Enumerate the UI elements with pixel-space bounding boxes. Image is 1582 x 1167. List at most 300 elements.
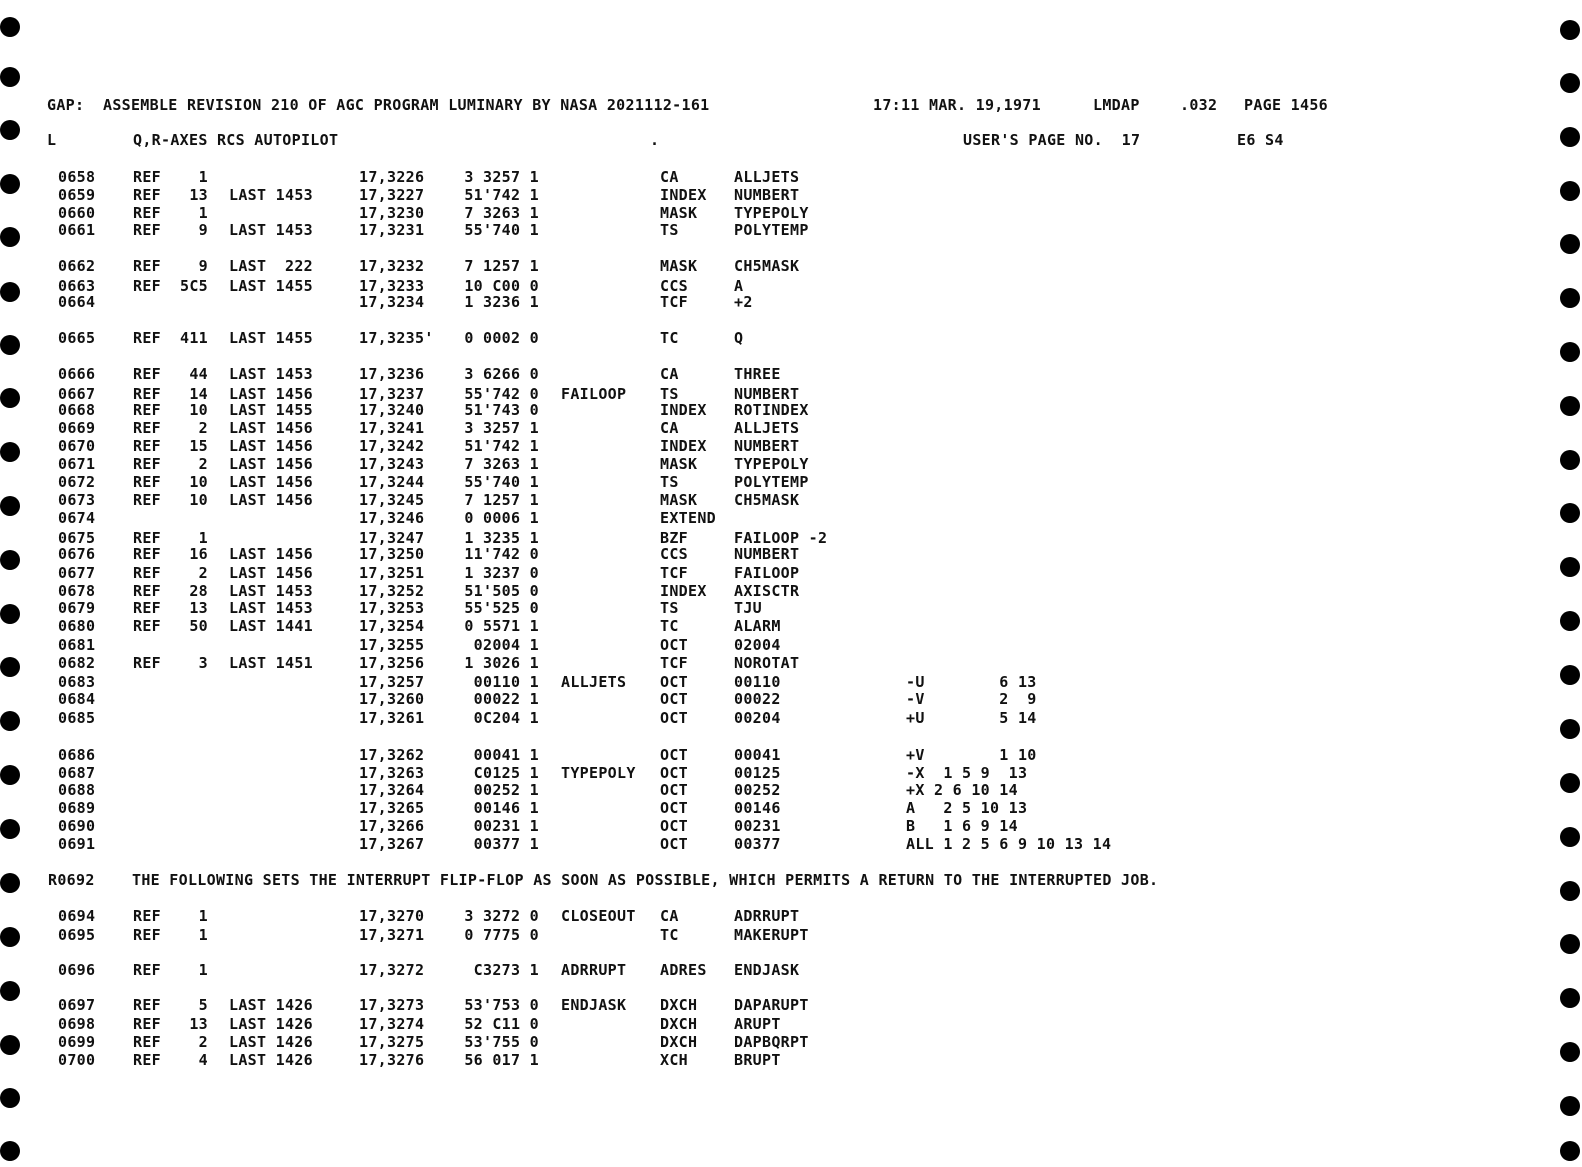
- machine-code: 55'525 0: [464, 599, 539, 617]
- operand: MAKERUPT: [734, 926, 809, 944]
- last-reference: LAST 1456: [229, 385, 313, 403]
- listing-row: [0, 654, 1582, 672]
- sprocket-hole: [0, 873, 20, 893]
- line-number: 0663: [58, 277, 96, 295]
- memory-address: 17,3235': [359, 329, 434, 347]
- operand: POLYTEMP: [734, 221, 809, 239]
- line-number: 0698: [58, 1015, 96, 1033]
- jet-comment: -V 2 9: [906, 690, 1037, 708]
- listing-row: [0, 690, 1582, 708]
- machine-code: 0 0006 1: [464, 509, 539, 527]
- ref-count: 1: [198, 204, 208, 222]
- operand: 00146: [734, 799, 781, 817]
- memory-address: 17,3272: [359, 961, 425, 979]
- operand: 00377: [734, 835, 781, 853]
- ref-count: 16: [189, 545, 208, 563]
- machine-code: 00022 1: [473, 690, 539, 708]
- memory-address: 17,3244: [359, 473, 425, 491]
- line-number: 0700: [58, 1051, 96, 1069]
- opcode: MASK: [660, 204, 698, 222]
- memory-address: 17,3247: [359, 529, 425, 547]
- operand: 00022: [734, 690, 781, 708]
- ref-label: REF: [133, 473, 161, 491]
- users-page-number: USER'S PAGE NO. 17: [963, 131, 1141, 149]
- line-number: 0675: [58, 529, 96, 547]
- memory-address: 17,3251: [359, 564, 425, 582]
- last-reference: LAST 1426: [229, 1033, 313, 1051]
- opcode: TC: [660, 926, 679, 944]
- operand: 00041: [734, 746, 781, 764]
- opcode: TCF: [660, 293, 688, 311]
- last-reference: LAST 1455: [229, 277, 313, 295]
- listing-row: [0, 764, 1582, 782]
- operand: THREE: [734, 365, 781, 383]
- memory-address: 17,3267: [359, 835, 425, 853]
- operand: 00231: [734, 817, 781, 835]
- memory-address: 17,3260: [359, 690, 425, 708]
- machine-code: 3 3272 0: [464, 907, 539, 925]
- machine-code: 7 1257 1: [464, 491, 539, 509]
- ref-count: 2: [198, 419, 208, 437]
- memory-address: 17,3250: [359, 545, 425, 563]
- ref-count: 15: [189, 437, 208, 455]
- ref-label: REF: [133, 907, 161, 925]
- last-reference: LAST 1456: [229, 564, 313, 582]
- ref-label: REF: [133, 204, 161, 222]
- sprocket-hole: [0, 1141, 20, 1161]
- sprocket-hole: [1560, 881, 1580, 901]
- last-reference: LAST 1451: [229, 654, 313, 672]
- memory-address: 17,3274: [359, 1015, 425, 1033]
- machine-code: 7 1257 1: [464, 257, 539, 275]
- ref-label: REF: [133, 564, 161, 582]
- operand: AXISCTR: [734, 582, 800, 600]
- operand: POLYTEMP: [734, 473, 809, 491]
- sheet-code: E6 S4: [1237, 131, 1284, 149]
- memory-address: 17,3232: [359, 257, 425, 275]
- line-number: 0678: [58, 582, 96, 600]
- comment-line: [48, 871, 1158, 889]
- line-number: 0676: [58, 545, 96, 563]
- opcode: TS: [660, 473, 679, 491]
- operand: +2: [734, 293, 753, 311]
- line-number: 0699: [58, 1033, 96, 1051]
- line-number: 0674: [58, 509, 96, 527]
- ref-label: REF: [133, 617, 161, 635]
- opcode: OCT: [660, 764, 688, 782]
- opcode: MASK: [660, 455, 698, 473]
- memory-address: 17,3262: [359, 746, 425, 764]
- line-number: 0671: [58, 455, 96, 473]
- ref-count: 1: [198, 907, 208, 925]
- machine-code: 51'742 1: [464, 437, 539, 455]
- opcode: OCT: [660, 709, 688, 727]
- operand: CH5MASK: [734, 491, 800, 509]
- line-number: 0689: [58, 799, 96, 817]
- ref-count: 1: [198, 168, 208, 186]
- line-number: 0696: [58, 961, 96, 979]
- ref-count: 50: [189, 617, 208, 635]
- operand: 00110: [734, 673, 781, 691]
- listing-row: [0, 293, 1582, 311]
- line-number: 0686: [58, 746, 96, 764]
- last-reference: LAST 222: [229, 257, 313, 275]
- line-number: 0679: [58, 599, 96, 617]
- opcode: CA: [660, 907, 679, 925]
- sprocket-hole: [1560, 20, 1580, 40]
- ref-count: 2: [198, 1033, 208, 1051]
- line-number: 0659: [58, 186, 96, 204]
- last-reference: LAST 1453: [229, 365, 313, 383]
- line-number: 0658: [58, 168, 96, 186]
- header-dot: .: [650, 131, 660, 149]
- ref-label: REF: [133, 168, 161, 186]
- machine-code: 55'742 0: [464, 385, 539, 403]
- machine-code: 51'742 1: [464, 186, 539, 204]
- operand: FAILOOP: [734, 564, 800, 582]
- operand: NUMBERT: [734, 385, 800, 403]
- assembly-header-title: GAP: ASSEMBLE REVISION 210 OF AGC PROGRAM LUMINARY BY NASA 2021112-161: [47, 96, 710, 114]
- ref-label: REF: [133, 401, 161, 419]
- listing-row: [0, 401, 1582, 419]
- opcode: TCF: [660, 654, 688, 672]
- memory-address: 17,3266: [359, 817, 425, 835]
- last-reference: LAST 1456: [229, 419, 313, 437]
- opcode: CA: [660, 365, 679, 383]
- ref-count: 3: [198, 654, 208, 672]
- ref-label: REF: [133, 455, 161, 473]
- memory-address: 17,3237: [359, 385, 425, 403]
- listing-row: [0, 473, 1582, 491]
- opcode: INDEX: [660, 401, 707, 419]
- memory-address: 17,3256: [359, 654, 425, 672]
- listing-row: [0, 186, 1582, 204]
- last-reference: LAST 1456: [229, 545, 313, 563]
- listing-row: [0, 582, 1582, 600]
- sprocket-hole: [1560, 127, 1580, 147]
- machine-code: 0 5571 1: [464, 617, 539, 635]
- ref-label: REF: [133, 277, 161, 295]
- memory-address: 17,3233: [359, 277, 425, 295]
- ref-count: 10: [189, 401, 208, 419]
- sprocket-hole: [1560, 1141, 1580, 1161]
- operand: BRUPT: [734, 1051, 781, 1069]
- symbol-label: CLOSEOUT: [561, 907, 636, 925]
- operand: DAPBQRPT: [734, 1033, 809, 1051]
- operand: ALLJETS: [734, 419, 800, 437]
- symbol-label: TYPEPOLY: [561, 764, 636, 782]
- opcode: TS: [660, 599, 679, 617]
- line-number: 0673: [58, 491, 96, 509]
- ref-label: REF: [133, 186, 161, 204]
- operand: 00204: [734, 709, 781, 727]
- ref-label: REF: [133, 654, 161, 672]
- ref-count: 10: [189, 473, 208, 491]
- machine-code: 00146 1: [473, 799, 539, 817]
- last-reference: LAST 1426: [229, 996, 313, 1014]
- listing-row: [0, 636, 1582, 654]
- sprocket-hole: [1560, 73, 1580, 93]
- opcode: OCT: [660, 746, 688, 764]
- last-reference: LAST 1453: [229, 221, 313, 239]
- opcode: XCH: [660, 1051, 688, 1069]
- opcode: ADRES: [660, 961, 707, 979]
- listing-row: [0, 168, 1582, 186]
- ref-count: 9: [198, 221, 208, 239]
- operand: ADRRUPT: [734, 907, 800, 925]
- machine-code: 00041 1: [473, 746, 539, 764]
- machine-code: 53'753 0: [464, 996, 539, 1014]
- ref-label: REF: [133, 961, 161, 979]
- line-number: 0682: [58, 654, 96, 672]
- line-number: 0664: [58, 293, 96, 311]
- machine-code: 1 3237 0: [464, 564, 539, 582]
- listing-row: [0, 996, 1582, 1014]
- line-number: 0691: [58, 835, 96, 853]
- machine-code: 00110 1: [473, 673, 539, 691]
- listing-row: [0, 437, 1582, 455]
- opcode: INDEX: [660, 186, 707, 204]
- jet-comment: B 1 6 9 14: [906, 817, 1018, 835]
- operand: A: [734, 277, 744, 295]
- ref-count: 13: [189, 599, 208, 617]
- operand: ALLJETS: [734, 168, 800, 186]
- opcode: TC: [660, 329, 679, 347]
- memory-address: 17,3276: [359, 1051, 425, 1069]
- memory-address: 17,3231: [359, 221, 425, 239]
- ref-label: REF: [133, 329, 161, 347]
- opcode: MASK: [660, 257, 698, 275]
- listing-row: [0, 419, 1582, 437]
- listing-row: [0, 835, 1582, 853]
- operand: DAPARUPT: [734, 996, 809, 1014]
- ref-count: 14: [189, 385, 208, 403]
- listing-row: [0, 617, 1582, 635]
- memory-address: 17,3241: [359, 419, 425, 437]
- opcode: CCS: [660, 277, 688, 295]
- operand: TYPEPOLY: [734, 204, 809, 222]
- listing-row: [0, 673, 1582, 691]
- memory-address: 17,3261: [359, 709, 425, 727]
- operand: 00252: [734, 781, 781, 799]
- ref-label: REF: [133, 221, 161, 239]
- listing-row: [0, 781, 1582, 799]
- line-number: 0681: [58, 636, 96, 654]
- ref-label: REF: [133, 996, 161, 1014]
- memory-address: 17,3264: [359, 781, 425, 799]
- jet-comment: +U 5 14: [906, 709, 1037, 727]
- machine-code: 7 3263 1: [464, 204, 539, 222]
- machine-code: 0 7775 0: [464, 926, 539, 944]
- machine-code: 10 C00 0: [464, 277, 539, 295]
- operand: NUMBERT: [734, 186, 800, 204]
- listing-row: [0, 455, 1582, 473]
- listing-row: [0, 329, 1582, 347]
- operand: ROTINDEX: [734, 401, 809, 419]
- memory-address: 17,3227: [359, 186, 425, 204]
- section-title: Q,R-AXES RCS AUTOPILOT: [133, 131, 339, 149]
- memory-address: 17,3253: [359, 599, 425, 617]
- line-number: 0666: [58, 365, 96, 383]
- machine-code: 53'755 0: [464, 1033, 539, 1051]
- operand: Q: [734, 329, 744, 347]
- memory-address: 17,3236: [359, 365, 425, 383]
- memory-address: 17,3273: [359, 996, 425, 1014]
- ref-count: 44: [189, 365, 208, 383]
- last-reference: LAST 1426: [229, 1015, 313, 1033]
- ref-count: 5C5: [180, 277, 208, 295]
- machine-code: C0125 1: [473, 764, 539, 782]
- memory-address: 17,3275: [359, 1033, 425, 1051]
- sprocket-hole: [0, 67, 20, 87]
- listing-row: [0, 709, 1582, 727]
- sequence-number: .032: [1180, 96, 1218, 114]
- opcode: INDEX: [660, 582, 707, 600]
- machine-code: 3 3257 1: [464, 168, 539, 186]
- opcode: TCF: [660, 564, 688, 582]
- ref-label: REF: [133, 529, 161, 547]
- operand: 02004: [734, 636, 781, 654]
- opcode: EXTEND: [660, 509, 716, 527]
- listing-row: [0, 1033, 1582, 1051]
- last-reference: LAST 1455: [229, 401, 313, 419]
- line-number: 0672: [58, 473, 96, 491]
- listing-row: [0, 491, 1582, 509]
- assembly-timestamp: 17:11 MAR. 19,1971: [873, 96, 1041, 114]
- jet-comment: A 2 5 10 13: [906, 799, 1028, 817]
- listing-row: [0, 926, 1582, 944]
- ref-count: 2: [198, 455, 208, 473]
- listing-row: [0, 257, 1582, 275]
- machine-code: 11'742 0: [464, 545, 539, 563]
- line-number: 0677: [58, 564, 96, 582]
- line-number: 0695: [58, 926, 96, 944]
- line-number: 0662: [58, 257, 96, 275]
- listing-row: [0, 1051, 1582, 1069]
- opcode: DXCH: [660, 1015, 698, 1033]
- memory-address: 17,3255: [359, 636, 425, 654]
- line-number: 0687: [58, 764, 96, 782]
- last-reference: LAST 1456: [229, 473, 313, 491]
- ref-label: REF: [133, 1033, 161, 1051]
- opcode: BZF: [660, 529, 688, 547]
- operand: FAILOOP -2: [734, 529, 828, 547]
- memory-address: 17,3254: [359, 617, 425, 635]
- memory-address: 17,3271: [359, 926, 425, 944]
- comment-text: THE FOLLOWING SETS THE INTERRUPT FLIP-FLOP AS SOON AS POSSIBLE, WHICH PERMITS A RETURN TO THE INTERRUPTED JOB.: [131, 871, 1159, 889]
- memory-address: 17,3243: [359, 455, 425, 473]
- line-number: 0661: [58, 221, 96, 239]
- ref-count: 5: [198, 996, 208, 1014]
- line-number: 0669: [58, 419, 96, 437]
- operand: TYPEPOLY: [734, 455, 809, 473]
- listing-row: [0, 746, 1582, 764]
- ref-label: REF: [133, 385, 161, 403]
- last-reference: LAST 1426: [229, 1051, 313, 1069]
- jet-comment: -U 6 13: [906, 673, 1037, 691]
- sprocket-hole: [0, 120, 20, 140]
- last-reference: LAST 1453: [229, 599, 313, 617]
- memory-address: 17,3270: [359, 907, 425, 925]
- machine-code: 00377 1: [473, 835, 539, 853]
- line-number: 0680: [58, 617, 96, 635]
- machine-code: 1 3236 1: [464, 293, 539, 311]
- symbol-label: ALLJETS: [561, 673, 627, 691]
- memory-address: 17,3226: [359, 168, 425, 186]
- opcode: OCT: [660, 835, 688, 853]
- opcode: OCT: [660, 690, 688, 708]
- line-number: 0685: [58, 709, 96, 727]
- line-number: 0660: [58, 204, 96, 222]
- ref-label: REF: [133, 545, 161, 563]
- machine-code: 51'743 0: [464, 401, 539, 419]
- machine-code: 00252 1: [473, 781, 539, 799]
- listing-row: [0, 545, 1582, 563]
- ref-label: REF: [133, 926, 161, 944]
- ref-count: 1: [198, 529, 208, 547]
- opcode: TS: [660, 221, 679, 239]
- memory-address: 17,3263: [359, 764, 425, 782]
- ref-count: 13: [189, 186, 208, 204]
- line-number: 0688: [58, 781, 96, 799]
- ref-label: REF: [133, 582, 161, 600]
- operand: TJU: [734, 599, 762, 617]
- ref-label: REF: [133, 1015, 161, 1033]
- operand: NOROTAT: [734, 654, 800, 672]
- opcode: OCT: [660, 817, 688, 835]
- ref-count: 10: [189, 491, 208, 509]
- machine-code: 00231 1: [473, 817, 539, 835]
- jet-comment: +X 2 6 10 14: [906, 781, 1018, 799]
- operand: NUMBERT: [734, 437, 800, 455]
- listing-row: [0, 221, 1582, 239]
- line-number: 0683: [58, 673, 96, 691]
- memory-address: 17,3234: [359, 293, 425, 311]
- operand: CH5MASK: [734, 257, 800, 275]
- machine-code: 3 6266 0: [464, 365, 539, 383]
- last-reference: LAST 1455: [229, 329, 313, 347]
- ref-count: 13: [189, 1015, 208, 1033]
- ref-count: 9: [198, 257, 208, 275]
- ref-count: 1: [198, 926, 208, 944]
- line-number: 0684: [58, 690, 96, 708]
- opcode: INDEX: [660, 437, 707, 455]
- sprocket-hole: [0, 17, 20, 37]
- last-reference: LAST 1453: [229, 582, 313, 600]
- listing-row: [0, 1015, 1582, 1033]
- machine-code: 02004 1: [473, 636, 539, 654]
- memory-address: 17,3245: [359, 491, 425, 509]
- opcode: TS: [660, 385, 679, 403]
- ref-label: REF: [133, 599, 161, 617]
- machine-code: C3273 1: [473, 961, 539, 979]
- machine-code: 56 017 1: [464, 1051, 539, 1069]
- machine-code: 0 0002 0: [464, 329, 539, 347]
- operand: ENDJASK: [734, 961, 800, 979]
- machine-code: 52 C11 0: [464, 1015, 539, 1033]
- memory-address: 17,3246: [359, 509, 425, 527]
- sprocket-hole: [1560, 1096, 1580, 1116]
- machine-code: 55'740 1: [464, 221, 539, 239]
- opcode: OCT: [660, 781, 688, 799]
- operand: NUMBERT: [734, 545, 800, 563]
- listing-row: [0, 961, 1582, 979]
- machine-code: 3 3257 1: [464, 419, 539, 437]
- line-number: 0667: [58, 385, 96, 403]
- symbol-label: FAILOOP: [561, 385, 627, 403]
- jet-comment: +V 1 10: [906, 746, 1037, 764]
- ref-label: REF: [133, 491, 161, 509]
